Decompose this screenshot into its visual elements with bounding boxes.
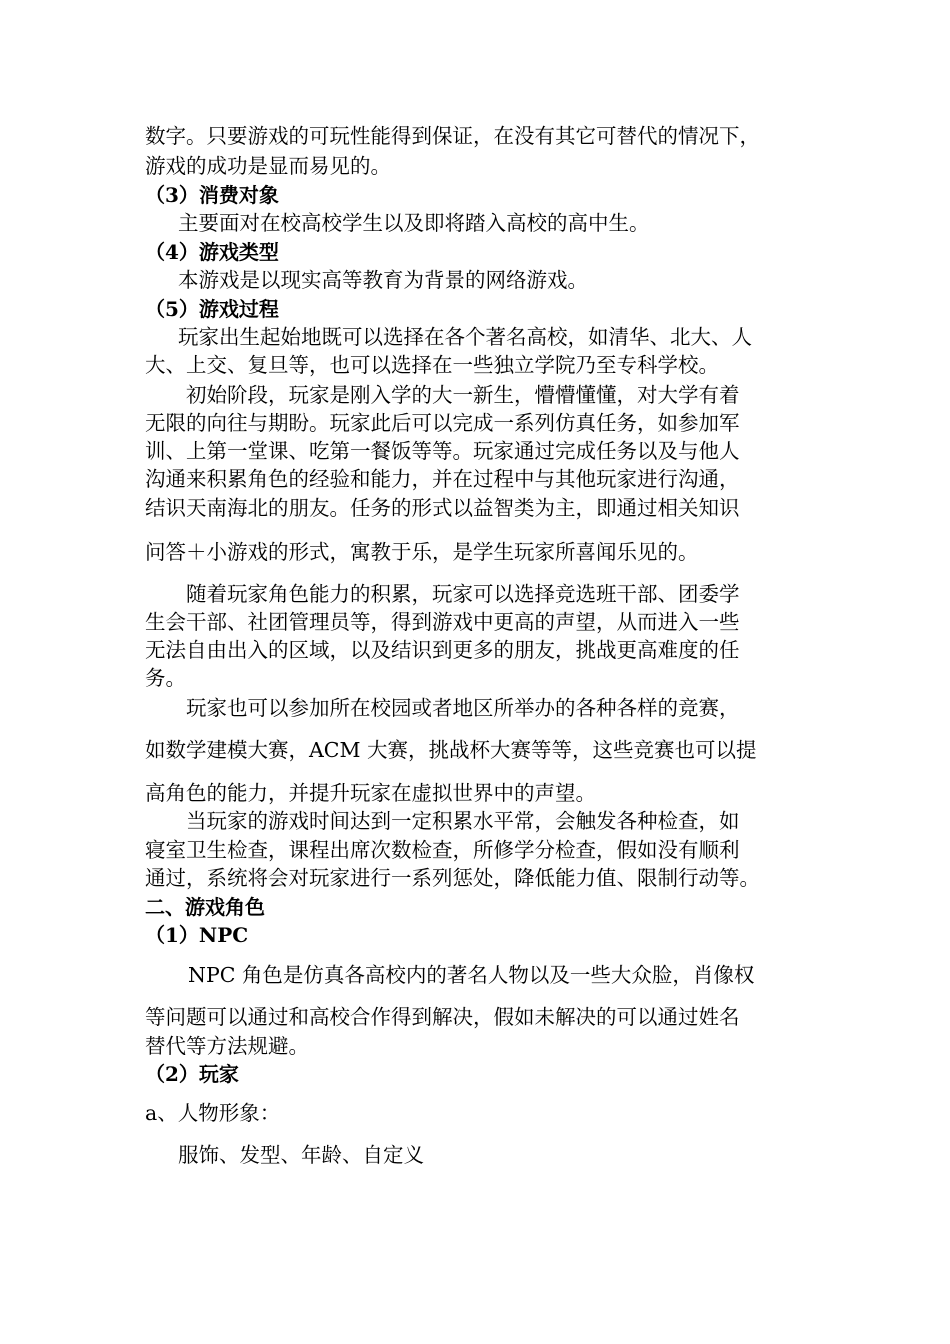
section-heading-player: （2）玩家: [145, 1062, 239, 1086]
body-line: 替代等方法规避。: [145, 1034, 309, 1058]
body-line: 结识天南海北的朋友。任务的形式以益智类为主，即通过相关知识: [145, 496, 740, 520]
body-line: 当玩家的游戏时间达到一定积累水平常，会触发各种检查，如: [186, 809, 740, 833]
body-line: 无限的向往与期盼。玩家此后可以完成一系列仿真任务，如参加军: [145, 411, 740, 435]
body-line: 如数学建模大赛，ACM 大赛，挑战杯大赛等等，这些竞赛也可以提: [145, 738, 757, 762]
body-line: 问答＋小游戏的形式，寓教于乐，是学生玩家所喜闻乐见的。: [145, 540, 699, 564]
body-line: 通过，系统将会对玩家进行一系列惩处，降低能力值、限制行动等。: [145, 866, 760, 890]
body-line: a、人物形象：: [145, 1101, 281, 1125]
section-heading-consumer-target: （3）消费对象: [145, 183, 279, 207]
body-line: 寝室卫生检查，课程出席次数检查，所修学分检查，假如没有顺利: [145, 838, 740, 862]
body-line: 随着玩家角色能力的积累，玩家可以选择竞选班干部、团委学: [186, 582, 740, 606]
section-heading-game-type: （4）游戏类型: [145, 240, 279, 264]
body-line: 高角色的能力，并提升玩家在虚拟世界中的声望。: [145, 781, 596, 805]
body-line: 务。: [145, 666, 186, 690]
body-line: 沟通来积累角色的经验和能力，并在过程中与其他玩家进行沟通，: [145, 467, 740, 491]
body-line: 服饰、发型、年龄、自定义: [178, 1143, 424, 1167]
body-line: 等问题可以通过和高校合作得到解决，假如未解决的可以通过姓名: [145, 1005, 740, 1029]
body-line: 训、上第一堂课、吃第一餐饭等等。玩家通过完成任务以及与他人: [145, 439, 740, 463]
section-heading-game-process: （5）游戏过程: [145, 297, 279, 321]
body-line: 初始阶段，玩家是刚入学的大一新生，懵懵懂懂，对大学有着: [186, 383, 740, 407]
body-line: 玩家出生起始地既可以选择在各个著名高校，如清华、北大、人: [178, 325, 752, 349]
body-line: 主要面对在校高校学生以及即将踏入高校的高中生。: [178, 211, 650, 235]
body-line: 玩家也可以参加所在校园或者地区所举办的各种各样的竞赛，: [186, 696, 740, 720]
body-line: 游戏的成功是显而易见的。: [145, 154, 391, 178]
body-line: 生会干部、社团管理员等，得到游戏中更高的声望，从而进入一些: [145, 610, 740, 634]
body-line: 本游戏是以现实高等教育为背景的网络游戏。: [178, 268, 588, 292]
section-heading-npc: （1）NPC: [145, 923, 249, 947]
body-line: 无法自由出入的区域，以及结识到更多的朋友，挑战更高难度的任: [145, 638, 740, 662]
section-heading-game-roles: 二、游戏角色: [145, 895, 265, 919]
body-line: 大、上交、复旦等，也可以选择在一些独立学院乃至专科学校。: [145, 353, 719, 377]
body-line: NPC 角色是仿真各高校内的著名人物以及一些大众脸，肖像权: [188, 963, 755, 987]
body-line: 数字。只要游戏的可玩性能得到保证，在没有其它可替代的情况下，: [145, 124, 760, 148]
